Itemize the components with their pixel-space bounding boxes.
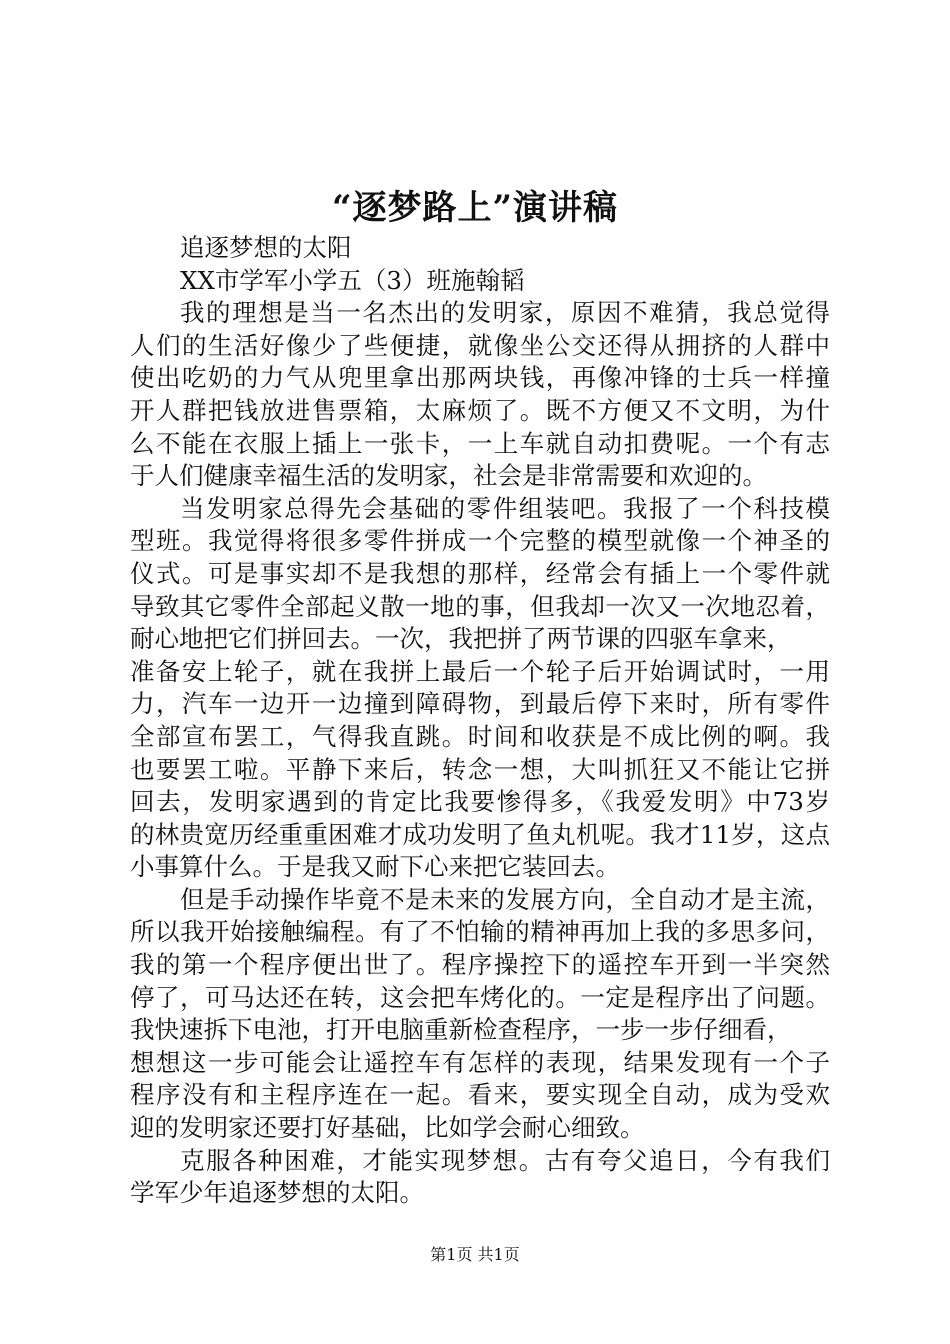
body-line: 导致其它零件全部起义散一地的事，但我却一次又一次地忍着，: [130, 591, 830, 621]
body-line: 我的第一个程序便出世了。程序操控下的遥控车开到一半突然: [130, 950, 830, 980]
body-line: 耐心地把它们拼回去。一次，我把拼了两节课的四驱车拿来，: [130, 624, 792, 654]
body-line: 么不能在衣服上插上一张卡，一上车就自动扣费呢。一个有志: [130, 428, 830, 458]
subtitle: 追逐梦想的太阳: [180, 233, 352, 262]
body-line: 准备安上轮子，就在我拼上最后一个轮子后开始调试时，一用: [130, 656, 830, 686]
body-line: 学军少年追逐梦想的太阳。: [130, 1178, 424, 1208]
body-line: 仪式。可是事实却不是我想的那样，经常会有插上一个零件就: [130, 558, 830, 588]
author-line: XX市学军小学五（3）班施翰韬: [180, 265, 525, 295]
body-line: 型班。我觉得将很多零件拼成一个完整的模型就像一个神圣的: [130, 526, 830, 556]
body-line: 克服各种困难，才能实现梦想。古有夸父追日，今有我们: [180, 1145, 830, 1175]
body-line: 程序没有和主程序连在一起。看来，要实现全自动，成为受欢: [130, 1080, 830, 1110]
body-line: 的林贵宽历经重重困难才成功发明了鱼丸机呢。我才11岁，这点: [130, 819, 830, 849]
body-line: 也要罢工啦。平静下来后，转念一想，大叫抓狂又不能让它拼: [130, 754, 830, 784]
body-line: 小事算什么。于是我又耐下心来把它装回去。: [130, 852, 620, 882]
body-line: 我快速拆下电池，打开电脑重新检查程序，一步一步仔细看，: [130, 1015, 792, 1045]
body-line: 回去，发明家遇到的肯定比我要惨得多，《我爱发明》中73岁: [130, 787, 830, 817]
page-title: “逐梦路上”演讲稿: [331, 188, 619, 228]
body-line: 但是手动操作毕竟不是未来的发展方向，全自动才是主流，: [180, 884, 830, 914]
body-line: 所以我开始接触编程。有了不怕输的精神再加上我的多思多问，: [130, 917, 830, 947]
body-line: 使出吃奶的力气从兜里拿出那两块钱，再像冲锋的士兵一样撞: [130, 363, 830, 393]
body-line: 我的理想是当一名杰出的发明家，原因不难猜，我总觉得: [180, 298, 830, 328]
body-line: 全部宣布罢工，气得我直跳。时间和收获是不成比例的啊。我: [130, 721, 830, 751]
body-line: 力，汽车一边开一边撞到障碍物，到最后停下来时，所有零件: [130, 689, 830, 719]
body-line: 迎的发明家还要打好基础，比如学会耐心细致。: [130, 1113, 645, 1143]
document-body: [130, 232, 830, 1210]
body-line: 当发明家总得先会基础的零件组装吧。我报了一个科技模: [180, 493, 830, 523]
page-footer: 第1页 共1页: [430, 1245, 520, 1264]
body-line: 于人们健康幸福生活的发明家，社会是非常需要和欢迎的。: [130, 461, 767, 491]
body-line: 想想这一步可能会让遥控车有怎样的表现，结果发现有一个子: [130, 1047, 830, 1077]
body-line: 开人群把钱放进售票箱，太麻烦了。既不方便又不文明，为什: [130, 395, 830, 425]
body-line: 人们的生活好像少了些便捷，就像坐公交还得从拥挤的人群中: [130, 330, 830, 360]
body-line: 停了，可马达还在转，这会把车烤化的。一定是程序出了问题。: [130, 982, 830, 1012]
